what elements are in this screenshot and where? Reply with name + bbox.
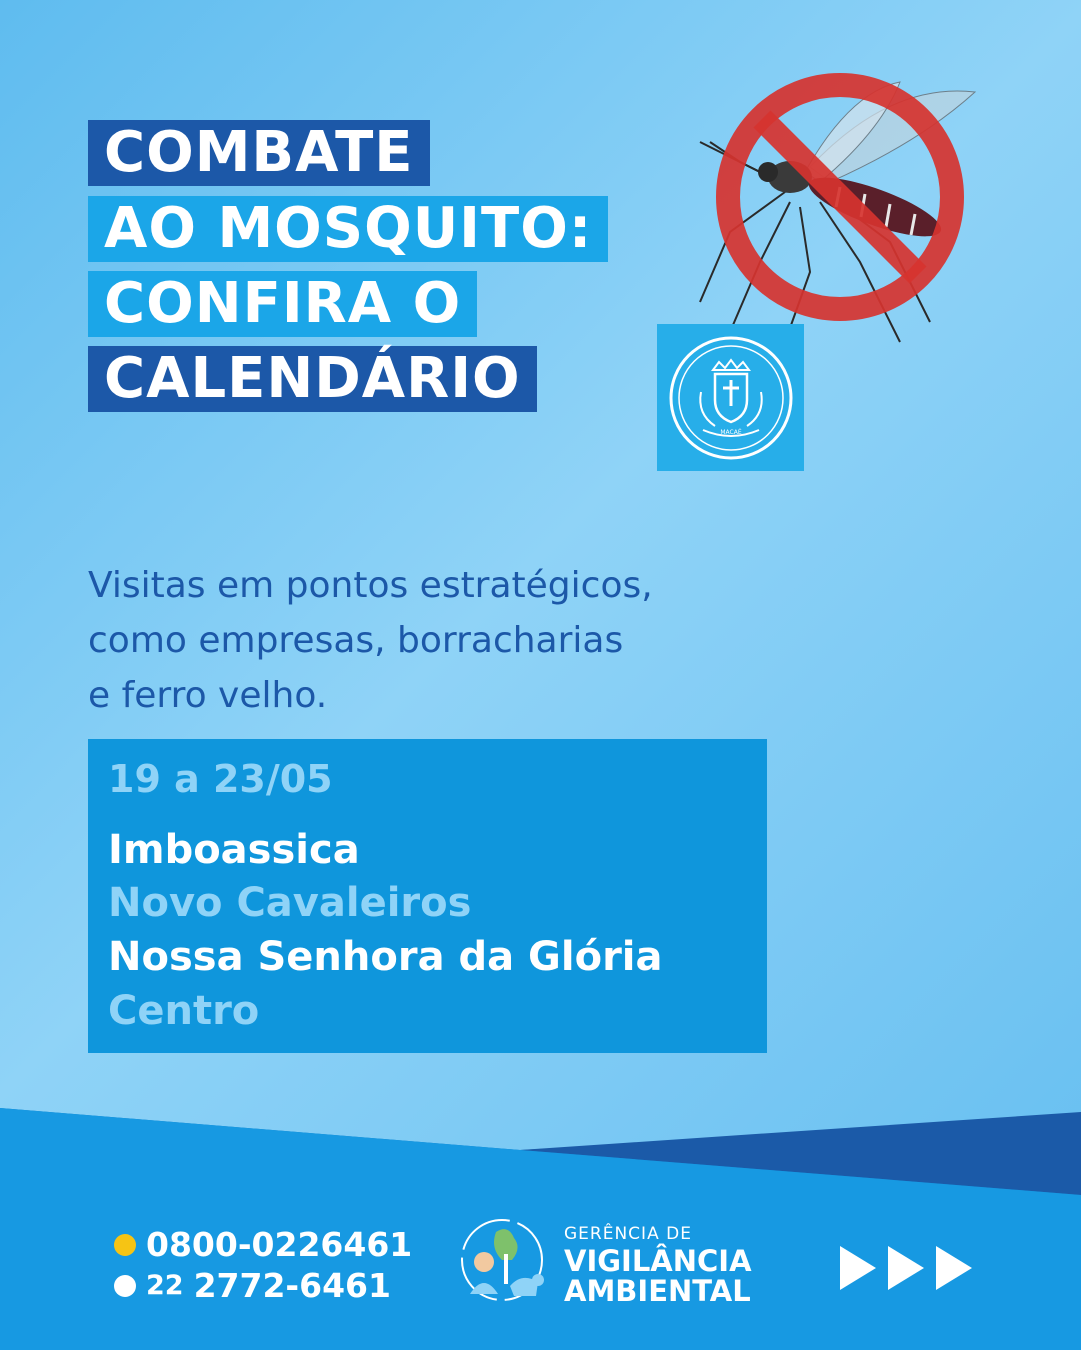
vigilancia-logo [452, 1214, 772, 1306]
whatsapp-number: 2772-6461 [193, 1266, 391, 1305]
logo-title-line-2: AMBIENTAL [564, 1274, 751, 1308]
logo-title-line-1: VIGILÂNCIA [564, 1244, 752, 1278]
description-line-3: e ferro velho. [88, 675, 328, 716]
phone-contact [114, 1225, 412, 1264]
location-item: Imboassica [108, 827, 360, 873]
location-item: Centro [108, 988, 260, 1034]
seal-text: MACAÉ [719, 428, 742, 436]
city-seal [657, 324, 804, 471]
location-item: Nossa Senhora da Glória [108, 934, 663, 980]
headline-line-1: COMBATE [88, 120, 430, 186]
phone-number: 0800-0226461 [146, 1225, 413, 1264]
headline-line-2: AO MOSQUITO: [88, 196, 608, 262]
whatsapp-contact [114, 1266, 391, 1305]
location-item: Novo Cavaleiros [108, 880, 472, 926]
schedule-box [88, 739, 767, 1053]
headline-line-3: CONFIRA O [88, 271, 477, 337]
description-line-2: como empresas, borracharias [88, 620, 624, 661]
mosquito-prohibited-icon [690, 72, 990, 352]
schedule-date: 19 a 23/05 [108, 757, 333, 801]
forward-arrows-icon [840, 1246, 975, 1290]
whatsapp-icon [114, 1275, 136, 1297]
headline-line-4: CALENDÁRIO [88, 346, 537, 412]
whatsapp-area-code: 22 [146, 1270, 184, 1301]
description [88, 558, 808, 723]
vigilancia-logo-icon [452, 1214, 560, 1306]
logo-subtitle: GERÊNCIA DE [564, 1224, 692, 1244]
description-line-1: Visitas em pontos estratégicos, [88, 565, 653, 606]
phone-icon [114, 1234, 136, 1256]
city-seal-icon [667, 334, 795, 462]
